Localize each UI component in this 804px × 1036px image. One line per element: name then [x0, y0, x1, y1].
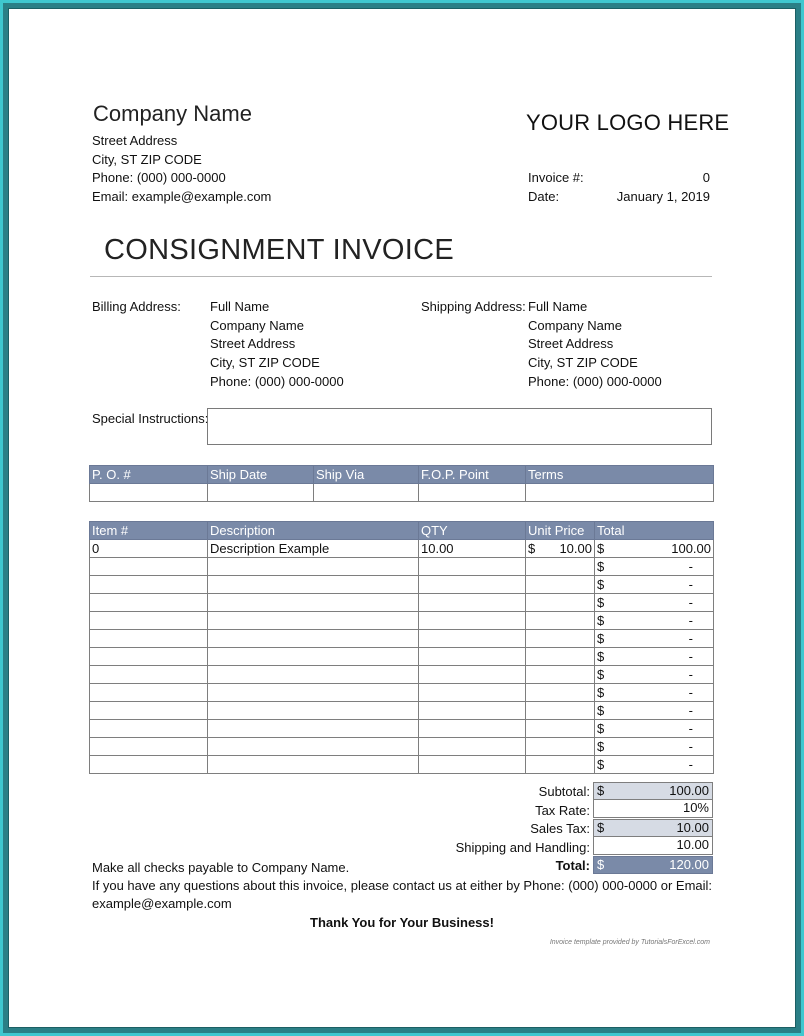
currency-symbol: $	[597, 595, 605, 610]
items-header-row	[90, 522, 714, 540]
line-total-cell[interactable]	[595, 540, 714, 558]
column-header: P. O. #	[90, 466, 208, 484]
currency-symbol: $	[597, 739, 605, 754]
thank-you-message: Thank You for Your Business!	[310, 915, 494, 930]
line-total-wrap	[597, 757, 711, 772]
line-total-wrap	[597, 739, 711, 754]
shipping-line: City, ST ZIP CODE	[528, 355, 638, 370]
line-total-wrap	[597, 721, 711, 736]
item-number-cell[interactable]: 0	[90, 540, 208, 558]
unit-price-cell[interactable]	[526, 702, 595, 720]
description-cell[interactable]: Description Example	[208, 540, 419, 558]
column-header: Item #	[90, 522, 208, 540]
unit-price-cell[interactable]	[526, 594, 595, 612]
description-cell[interactable]	[208, 576, 419, 594]
column-header: Total	[595, 522, 714, 540]
unit-price-cell[interactable]	[526, 684, 595, 702]
line-total-cell[interactable]	[595, 720, 714, 738]
description-cell[interactable]	[208, 594, 419, 612]
item-number-cell[interactable]	[90, 594, 208, 612]
item-number-cell[interactable]	[90, 612, 208, 630]
order-header-row	[90, 466, 714, 484]
column-header: Description	[208, 522, 419, 540]
logo-placeholder: YOUR LOGO HERE	[526, 110, 730, 135]
line-total-cell[interactable]	[595, 756, 714, 774]
unit-price-value: 10.00	[559, 541, 592, 556]
line-total-value: -	[688, 685, 693, 700]
po-number-cell[interactable]	[90, 484, 208, 502]
terms-cell[interactable]	[526, 484, 714, 502]
line-total-value: -	[688, 631, 693, 646]
item-row	[90, 594, 714, 612]
column-header: Ship Via	[314, 466, 419, 484]
total-label: Total:	[555, 858, 590, 873]
line-total-value: -	[688, 613, 693, 628]
company-name: Company Name	[93, 101, 252, 126]
company-email: Email: example@example.com	[92, 189, 272, 204]
currency-symbol: $	[597, 667, 605, 682]
shipping-line: Street Address	[528, 336, 614, 351]
item-number-cell[interactable]	[90, 666, 208, 684]
currency-symbol: $	[597, 703, 605, 718]
item-row	[90, 666, 714, 684]
contact-note: If you have any questions about this invoice, please contact us at either by Phone: (000) 000-0000 or Email:	[92, 878, 713, 893]
qty-cell[interactable]	[419, 738, 526, 756]
title-divider	[90, 276, 712, 277]
line-total-cell[interactable]	[595, 612, 714, 630]
ship-via-cell[interactable]	[314, 484, 419, 502]
currency-symbol: $	[597, 559, 605, 574]
line-total-cell[interactable]	[595, 630, 714, 648]
company-street: Street Address	[92, 133, 178, 148]
line-total-cell[interactable]	[595, 666, 714, 684]
item-number-cell[interactable]	[90, 684, 208, 702]
description-cell[interactable]	[208, 558, 419, 576]
description-cell[interactable]	[208, 648, 419, 666]
item-number-cell[interactable]	[90, 720, 208, 738]
line-total-value: -	[688, 577, 693, 592]
unit-price-cell[interactable]	[526, 648, 595, 666]
ship-date-cell[interactable]	[208, 484, 314, 502]
qty-cell[interactable]	[419, 558, 526, 576]
unit-price-wrap	[528, 541, 592, 556]
line-total-wrap	[597, 667, 711, 682]
template-credit: Invoice template provided by TutorialsForExcel.com	[549, 939, 710, 946]
billing-line: City, ST ZIP CODE	[210, 355, 320, 370]
order-info-table	[89, 465, 714, 502]
item-row	[90, 648, 714, 666]
total-value: 120.00	[669, 857, 709, 872]
qty-cell[interactable]	[419, 684, 526, 702]
shipping-handling-value: 10.00	[676, 837, 709, 852]
billing-line: Full Name	[210, 299, 270, 314]
currency-symbol: $	[597, 649, 605, 664]
item-number-cell[interactable]	[90, 756, 208, 774]
line-total-wrap	[597, 613, 711, 628]
line-total-value: -	[688, 721, 693, 736]
tax-rate-value: 10%	[682, 800, 709, 815]
unit-price-cell[interactable]	[526, 720, 595, 738]
item-number-cell[interactable]	[90, 738, 208, 756]
line-total-wrap	[597, 649, 711, 664]
description-cell[interactable]	[208, 630, 419, 648]
company-city: City, ST ZIP CODE	[92, 152, 202, 167]
column-header: Unit Price	[526, 522, 595, 540]
item-row	[90, 756, 714, 774]
description-cell[interactable]	[208, 612, 419, 630]
order-data-row	[90, 484, 714, 502]
item-row	[90, 738, 714, 756]
item-number-cell[interactable]	[90, 648, 208, 666]
company-phone: Phone: (000) 000-0000	[92, 170, 226, 185]
item-row	[90, 720, 714, 738]
column-header: Terms	[526, 466, 714, 484]
item-row	[90, 576, 714, 594]
unit-price-cell[interactable]	[526, 738, 595, 756]
qty-cell[interactable]: 10.00	[419, 540, 526, 558]
item-row	[90, 702, 714, 720]
qty-cell[interactable]	[419, 648, 526, 666]
column-header: Ship Date	[208, 466, 314, 484]
invoice-number-label: Invoice #:	[528, 170, 584, 185]
line-total-value: -	[688, 703, 693, 718]
subtotal-cell	[593, 782, 713, 800]
currency-symbol: $	[597, 577, 605, 592]
line-total-value: -	[688, 595, 693, 610]
shipping-handling-label: Shipping and Handling:	[455, 840, 590, 855]
item-row	[90, 684, 714, 702]
line-total-wrap	[597, 595, 711, 610]
unit-price-cell[interactable]	[526, 630, 595, 648]
unit-price-cell[interactable]	[526, 540, 595, 558]
qty-cell[interactable]	[419, 576, 526, 594]
description-cell[interactable]	[208, 666, 419, 684]
description-cell[interactable]	[208, 720, 419, 738]
special-instructions-field[interactable]	[207, 408, 712, 445]
description-cell[interactable]	[208, 738, 419, 756]
shipping-line: Phone: (000) 000-0000	[528, 374, 662, 389]
fop-point-cell[interactable]	[419, 484, 526, 502]
sales-tax-cell	[593, 819, 713, 837]
contact-email: example@example.com	[92, 896, 232, 911]
line-total-cell[interactable]	[595, 684, 714, 702]
line-total-cell[interactable]	[595, 576, 714, 594]
line-total-value: -	[688, 649, 693, 664]
item-number-cell[interactable]	[90, 630, 208, 648]
billing-line: Company Name	[210, 318, 304, 333]
shipping-handling-cell[interactable]	[593, 837, 713, 855]
currency-symbol: $	[597, 613, 605, 628]
line-total-value: -	[688, 667, 693, 682]
invoice-date-value: January 1, 2019	[616, 189, 710, 204]
line-total-value: -	[688, 739, 693, 754]
items-table	[89, 521, 714, 774]
invoice-date-label: Date:	[528, 189, 560, 204]
line-total-wrap	[597, 577, 711, 592]
tax-rate-cell[interactable]	[593, 800, 713, 818]
invoice-number-value: 0	[702, 170, 710, 185]
currency-symbol: $	[597, 721, 605, 736]
item-number-cell[interactable]	[90, 702, 208, 720]
payable-note: Make all checks payable to Company Name.	[92, 860, 350, 875]
line-total-wrap	[597, 631, 711, 646]
description-cell[interactable]	[208, 756, 419, 774]
qty-cell[interactable]	[419, 756, 526, 774]
line-total-cell[interactable]	[595, 648, 714, 666]
line-total-wrap	[597, 685, 711, 700]
shipping-line: Company Name	[528, 318, 622, 333]
total-cell	[593, 856, 713, 874]
line-total-wrap	[597, 559, 711, 574]
line-total-wrap	[597, 703, 711, 718]
special-instructions-label: Special Instructions:	[92, 411, 209, 426]
line-total-cell[interactable]	[595, 594, 714, 612]
subtotal-value: 100.00	[669, 783, 709, 798]
billing-line: Street Address	[210, 336, 296, 351]
unit-price-cell[interactable]	[526, 576, 595, 594]
description-cell[interactable]	[208, 702, 419, 720]
description-cell[interactable]	[208, 684, 419, 702]
qty-cell[interactable]	[419, 720, 526, 738]
sales-tax-label: Sales Tax:	[530, 821, 590, 836]
sales-tax-value: 10.00	[676, 820, 709, 835]
unit-price-cell[interactable]	[526, 666, 595, 684]
unit-price-cell[interactable]	[526, 558, 595, 576]
currency-symbol: $	[597, 820, 605, 835]
shipping-label: Shipping Address:	[421, 299, 526, 314]
line-total-cell[interactable]	[595, 738, 714, 756]
line-total-cell[interactable]	[595, 558, 714, 576]
line-total-value: -	[688, 559, 693, 574]
qty-cell[interactable]	[419, 666, 526, 684]
qty-cell[interactable]	[419, 612, 526, 630]
unit-price-cell[interactable]	[526, 612, 595, 630]
document-title: CONSIGNMENT INVOICE	[104, 234, 454, 266]
billing-label: Billing Address:	[92, 299, 181, 314]
item-row	[90, 612, 714, 630]
qty-cell[interactable]	[419, 702, 526, 720]
qty-cell[interactable]	[419, 594, 526, 612]
line-total-value: -	[688, 757, 693, 772]
currency-symbol: $	[528, 541, 536, 556]
currency-symbol: $	[597, 685, 605, 700]
currency-symbol: $	[597, 757, 605, 772]
billing-line: Phone: (000) 000-0000	[210, 374, 344, 389]
line-total-wrap	[597, 541, 711, 556]
item-number-cell[interactable]	[90, 576, 208, 594]
tax-rate-label: Tax Rate:	[535, 803, 590, 818]
item-row	[90, 630, 714, 648]
column-header: F.O.P. Point	[419, 466, 526, 484]
shipping-line: Full Name	[528, 299, 588, 314]
currency-symbol: $	[597, 541, 605, 556]
item-row	[90, 540, 714, 558]
item-number-cell[interactable]	[90, 558, 208, 576]
subtotal-label: Subtotal:	[538, 784, 590, 799]
unit-price-cell[interactable]	[526, 756, 595, 774]
line-total-value: 100.00	[671, 541, 711, 556]
currency-symbol: $	[597, 631, 605, 646]
column-header: QTY	[419, 522, 526, 540]
currency-symbol: $	[597, 783, 605, 798]
item-row	[90, 558, 714, 576]
currency-symbol: $	[597, 857, 605, 872]
line-total-cell[interactable]	[595, 702, 714, 720]
qty-cell[interactable]	[419, 630, 526, 648]
